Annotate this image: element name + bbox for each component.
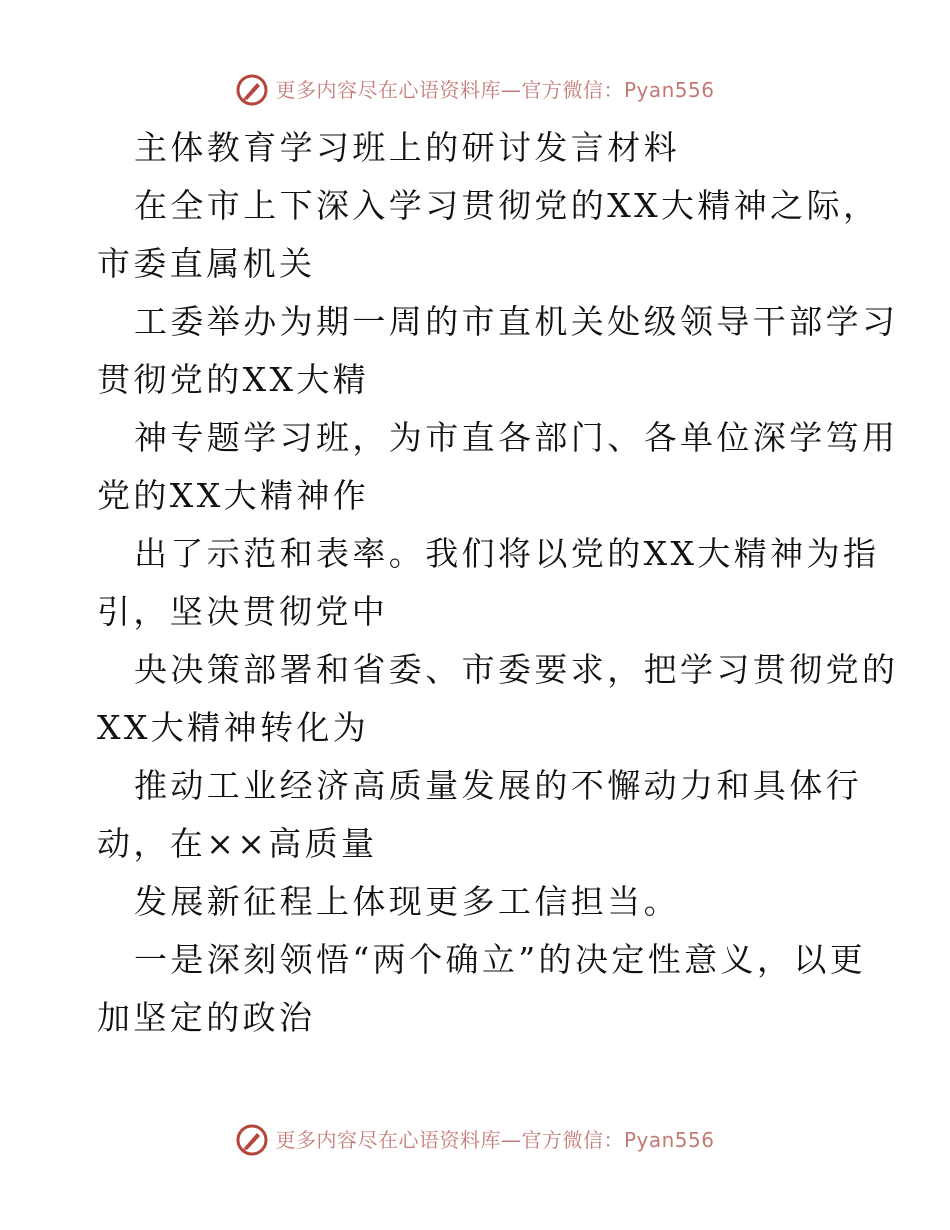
header-banner-text: 更多内容尽在心语资料库—官方微信：Pyan556 (275, 78, 715, 102)
paragraph-line: 加坚定的政治 (97, 998, 316, 1037)
paragraph-line: 推动工业经济高质量发展的不懈动力和具体行 (134, 766, 862, 805)
footer-banner (0, 1120, 950, 1160)
paragraph-line: 出了示范和表率。我们将以党的XX大精神为指 (134, 534, 880, 573)
paragraph-line: 一是深刻领悟“两个确立”的决定性意义，以更 (134, 940, 867, 979)
pen-logo-icon (235, 73, 269, 107)
paragraph-line: 动，在××高质量 (97, 824, 378, 863)
paragraph-line: 发展新征程上体现更多工信担当。 (134, 882, 680, 921)
paragraph-line: 市委直属机关 (97, 244, 316, 283)
paragraph-line: 引，坚决贯彻党中 (97, 592, 389, 631)
paragraph-line: 在全市上下深入学习贯彻党的XX大精神之际， (134, 186, 880, 225)
paragraph-line: 央决策部署和省委、市委要求，把学习贯彻党的 (134, 650, 899, 689)
document-title: 主体教育学习班上的研讨发言材料 (134, 128, 680, 167)
paragraph-line: 贯彻党的XX大精 (97, 360, 370, 399)
paragraph-line: 工委举办为期一周的市直机关处级领导干部学习 (134, 302, 899, 341)
paragraph-line: 党的XX大精神作 (97, 476, 370, 515)
paragraph-line: 神专题学习班，为市直各部门、各单位深学笃用 (134, 418, 899, 457)
pen-logo-icon (235, 1123, 269, 1157)
paragraph-line: XX大精神转化为 (97, 708, 370, 747)
header-banner (0, 70, 950, 110)
footer-banner-text: 更多内容尽在心语资料库—官方微信：Pyan556 (275, 1128, 715, 1152)
